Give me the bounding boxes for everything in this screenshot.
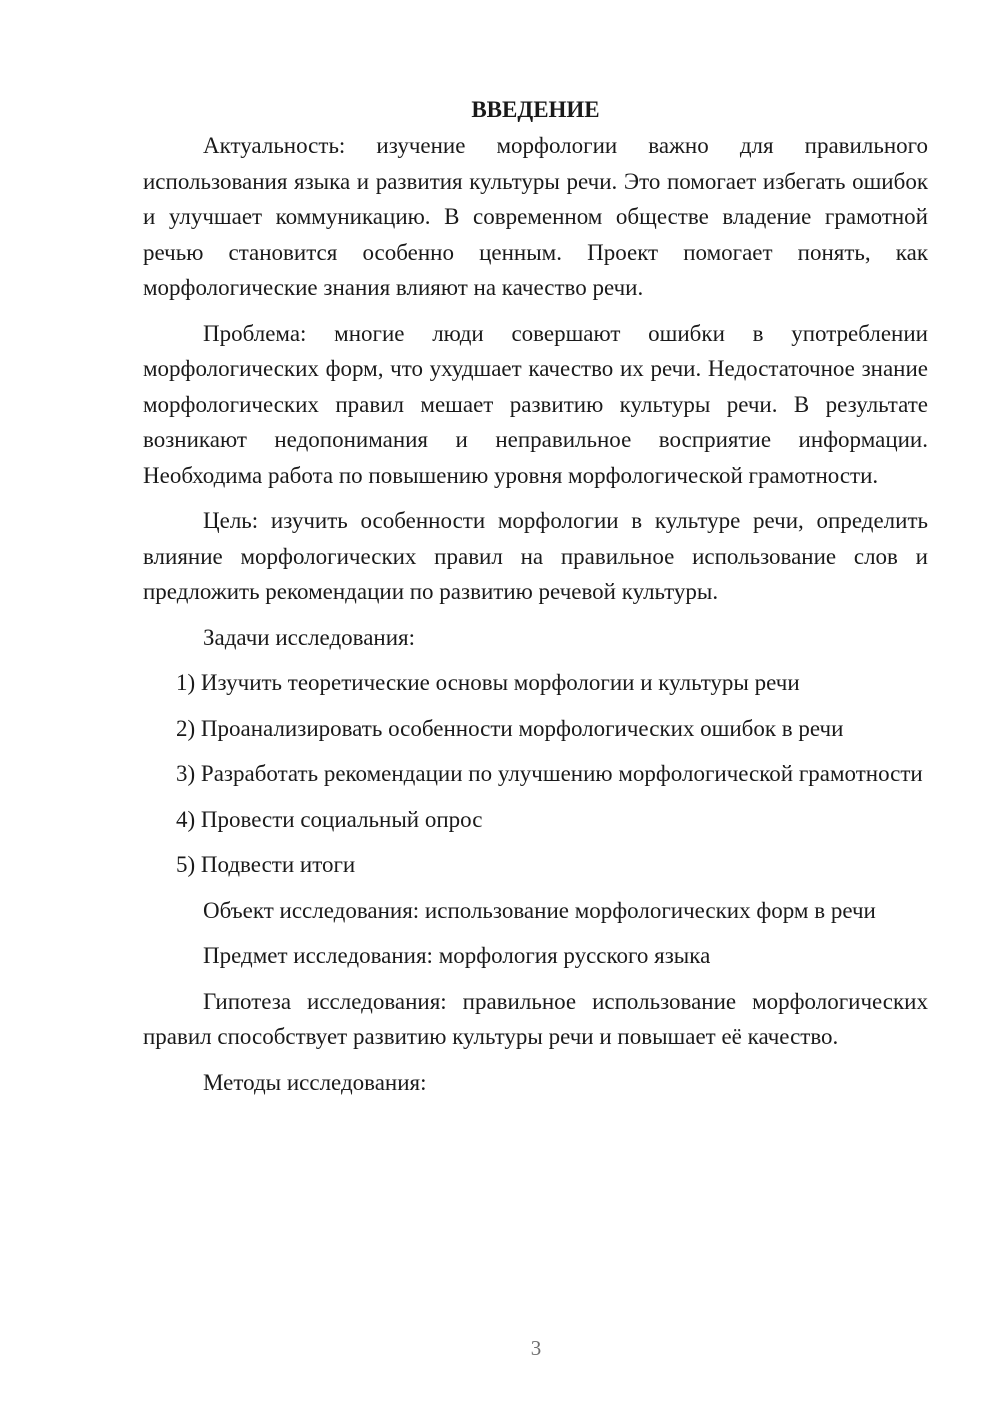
tasks-title: Задачи исследования: (203, 624, 416, 650)
page-content (143, 92, 928, 1110)
hypothesis-paragraph: Гипотеза исследования: правильное использование морфологических правил способствует развитию культуры речи и повышает её качество. (143, 988, 928, 1049)
task-item-5: 5) Подвести итоги (176, 852, 356, 877)
task-item-3: 3) Разработать рекомендации по улучшению морфологической грамотности (176, 761, 923, 786)
page-number: 3 (530, 1336, 542, 1360)
relevance-paragraph: Актуальность: изучение морфологии важно для правильного использования языка и развития культуры речи. Это помогает избегать ошибок и улучшает коммуникацию. В современном обществе владение грамотной речью становится особенно ценным. Проект помогает понять, как морфологические знания влияют на качество речи. (143, 133, 928, 300)
object-paragraph: Объект исследования: использование морфологических форм в речи (203, 897, 876, 923)
section-heading: ВВЕДЕНИЕ (471, 97, 600, 122)
problem-paragraph: Проблема: многие люди совершают ошибки в употреблении морфологических форм, что ухудшает качество их речи. Недостаточное знание морфологических правил мешает развитию культуры речи. В результате возникают недопонимания и неправильное восприятие информации. Необходима работа по повышению уровня морфологической грамотности. (143, 320, 928, 488)
task-item-4: 4) Провести социальный опрос (176, 806, 483, 832)
subject-paragraph: Предмет исследования: морфология русского языка (203, 943, 711, 968)
task-item-2: 2) Проанализировать особенности морфологических ошибок в речи (176, 715, 844, 741)
methods-title: Методы исследования: (203, 1069, 427, 1095)
task-item-1: 1) Изучить теоретические основы морфологии и культуры речи (176, 670, 800, 695)
goal-paragraph: Цель: изучить особенности морфологии в культуре речи, определить влияние морфологических правил на правильное использование слов и предложить рекомендации по развитию речевой культуры. (143, 508, 928, 604)
